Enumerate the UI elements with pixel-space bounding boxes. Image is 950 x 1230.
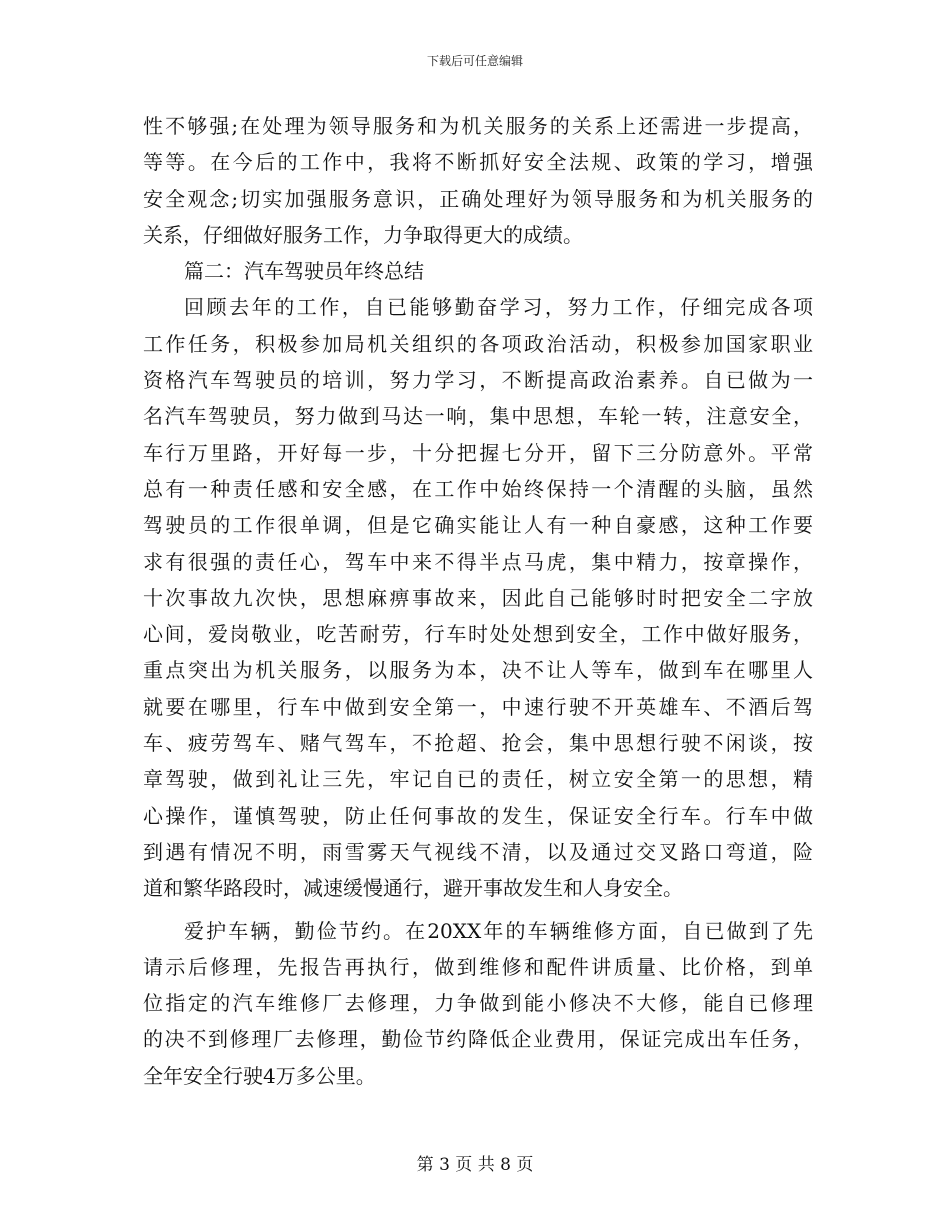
text-line: 名汽车驾驶员，努力做到马达一响，集中思想，车轮一转，注意安全， <box>143 404 813 429</box>
text-line: 心操作，谨慎驾驶，防止任何事故的发生，保证安全行车。行车中做 <box>143 803 813 828</box>
text-line: 心间，爱岗敬业，吃苦耐劳，行车时处处想到安全，工作中做好服务， <box>143 622 813 647</box>
text-line: 请示后修理，先报告再执行，做到维修和配件讲质量、比价格，到单 <box>143 954 813 979</box>
text-line: 工作任务，积极参加局机关组织的各项政治活动，积极参加国家职业 <box>143 331 813 356</box>
page-header: 下载后可任意编辑 <box>426 54 523 68</box>
text-line: 车、疲劳驾车、赌气驾车，不抢超、抢会，集中思想行驶不闲谈，按 <box>143 731 813 756</box>
text-line: 安全观念;切实加强服务意识，正确处理好为领导服务和为机关服务的 <box>143 186 813 211</box>
text-line: 性不够强;在处理为领导服务和为机关服务的关系上还需进一步提高， <box>143 114 813 138</box>
text-line: 等等。在今后的工作中，我将不断抓好安全法规、政策的学习，增强 <box>143 150 813 175</box>
text-line: 章驾驶，做到礼让三先，牢记自已的责任，树立安全第一的思想，精 <box>143 767 813 792</box>
text-line: 到遇有情况不明，雨雪雾天气视线不清，以及通过交叉路口弯道，险 <box>143 839 813 864</box>
text-line: 回顾去年的工作，自已能够勤奋学习，努力工作，仔细完成各项 <box>184 295 813 320</box>
text-line: 重点突出为机关服务，以服务为本，决不让人等车，做到车在哪里人 <box>143 658 813 683</box>
text-line: 全年安全行驶4万多公里。 <box>143 1063 376 1088</box>
text-line: 总有一种责任感和安全感，在工作中始终保持一个清醒的头脑，虽然 <box>143 476 813 501</box>
page-number: 第 3 页 共 8 页 <box>416 1155 534 1175</box>
text-line: 求有很强的责任心，驾车中来不得半点马虎，集中精力，按章操作， <box>143 549 813 574</box>
text-line: 就要在哪里，行车中做到安全第一，中速行驶不开英雄车、不酒后驾 <box>143 694 813 719</box>
text-line: 车行万里路，开好每一步，十分把握七分开，留下三分防意外。平常 <box>143 440 813 465</box>
text-line: 爱护车辆，勤俭节约。在20XX年的车辆维修方面，自已做到了先 <box>184 918 813 943</box>
text-line: 道和繁华路段时，减速缓慢通行，避开事故发生和人身安全。 <box>143 876 683 901</box>
section-heading: 篇二：汽车驾驶员年终总结 <box>184 259 424 284</box>
body-text <box>143 108 813 1094</box>
text-line: 驾驶员的工作很单调，但是它确实能让人有一种自豪感，这种工作要 <box>143 513 813 538</box>
text-line: 的决不到修理厂去修理，勤俭节约降低企业费用，保证完成出车任务， <box>143 1027 813 1052</box>
text-line: 十次事故九次快，思想麻痹事故来，因此自己能够时时把安全二字放 <box>143 585 813 610</box>
text-line: 关系，仔细做好服务工作，力争取得更大的成绩。 <box>143 222 583 247</box>
text-line: 位指定的汽车维修厂去修理，力争做到能小修决不大修，能自已修理 <box>143 991 813 1016</box>
text-line: 资格汽车驾驶员的培训，努力学习，不断提高政治素养。自已做为一 <box>143 368 813 393</box>
